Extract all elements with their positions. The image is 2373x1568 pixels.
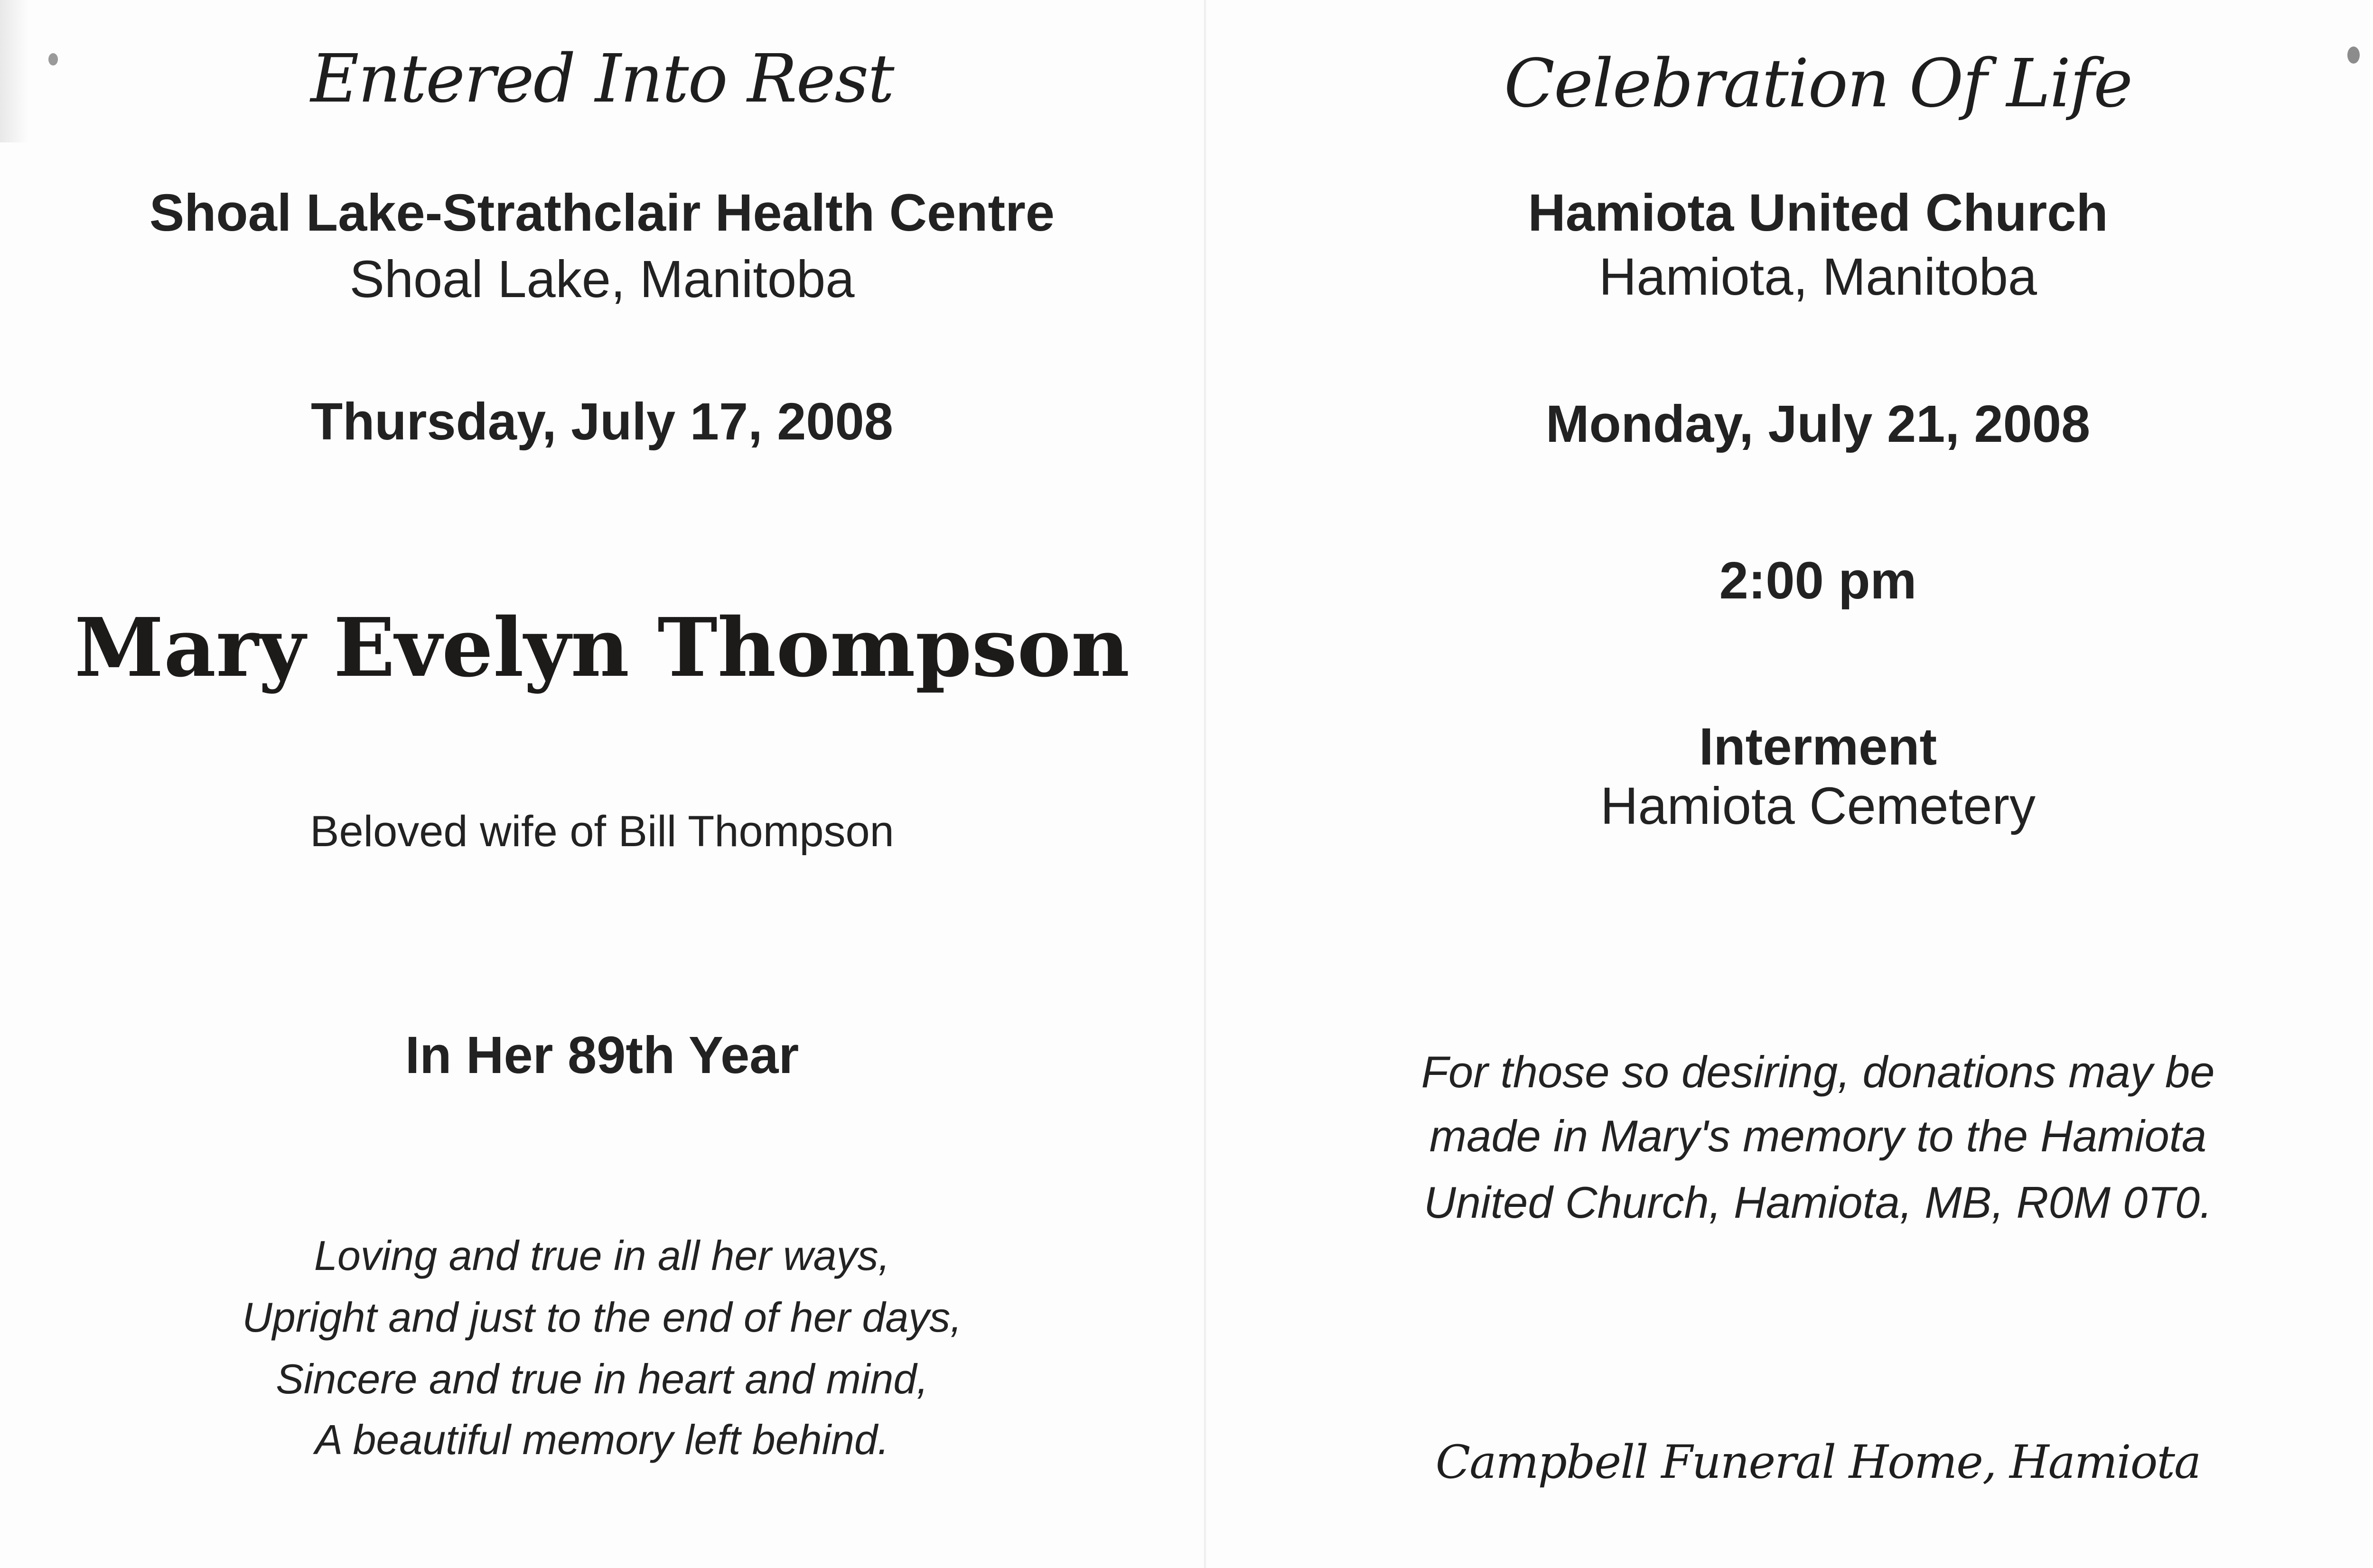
interment-place: Hamiota Cemetery bbox=[1600, 777, 2036, 835]
age-line: In Her 89th Year bbox=[405, 1026, 799, 1084]
date-of-passing: Thursday, July 17, 2008 bbox=[311, 392, 893, 451]
service-date: Monday, July 21, 2008 bbox=[1545, 395, 2091, 453]
donation-line: For those so desiring, donations may be bbox=[1421, 1047, 2215, 1097]
donation-line: made in Mary's memory to the Hamiota bbox=[1429, 1111, 2207, 1161]
place-location: Shoal Lake, Manitoba bbox=[349, 250, 855, 308]
relation-line: Beloved wife of Bill Thompson bbox=[310, 807, 894, 856]
verse-line: Loving and true in all her ways, bbox=[314, 1232, 890, 1279]
verse-line: Sincere and true in heart and mind, bbox=[276, 1355, 928, 1402]
right-panel bbox=[1206, 0, 2373, 1568]
entered-into-rest-heading: Entered Into Rest bbox=[310, 40, 894, 118]
funeral-home-name: Campbell Funeral Home, Hamiota bbox=[1435, 1436, 2201, 1489]
interment-label: Interment bbox=[1699, 718, 1937, 776]
deceased-name: Mary Evelyn Thompson bbox=[74, 600, 1130, 695]
church-name: Hamiota United Church bbox=[1528, 184, 2108, 242]
celebration-heading: Celebration Of Life bbox=[1504, 45, 2132, 122]
church-location: Hamiota, Manitoba bbox=[1598, 248, 2037, 306]
verse-line: A beautiful memory left behind. bbox=[315, 1416, 889, 1463]
donation-line: United Church, Hamiota, MB, R0M 0T0. bbox=[1423, 1177, 2213, 1227]
verse-line: Upright and just to the end of her days, bbox=[242, 1294, 962, 1341]
service-time: 2:00 pm bbox=[1719, 551, 1917, 610]
place-name: Shoal Lake-Strathclair Health Centre bbox=[149, 184, 1055, 242]
